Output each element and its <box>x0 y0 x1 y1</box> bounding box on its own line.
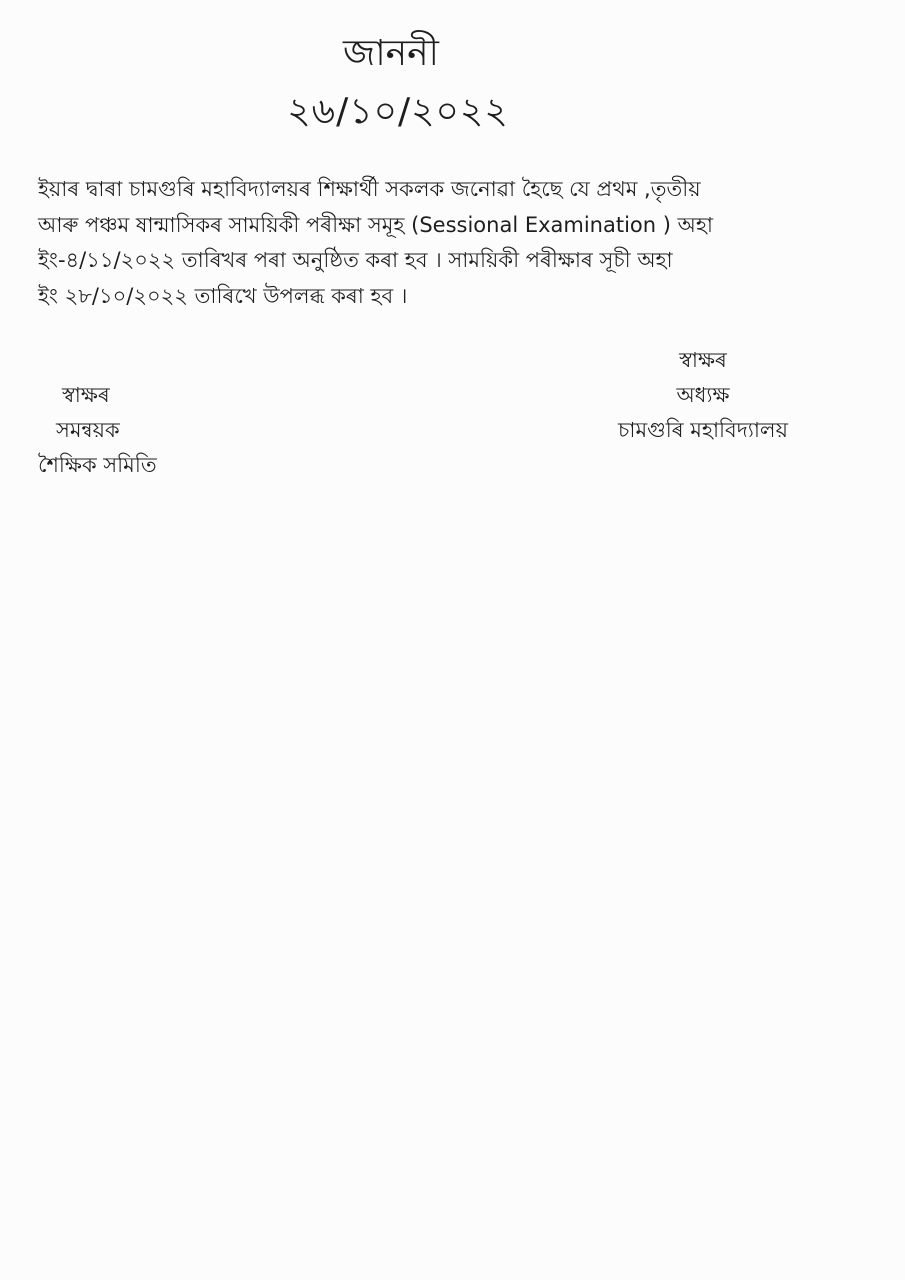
principal-signature-block <box>598 343 808 448</box>
institution-name: চামগুৰি মহাবিদ্যালয় <box>618 418 788 442</box>
body-line: আৰু পঞ্চম ষান্মাসিকৰ সাময়িকী পৰীক্ষা সমূহ (Sessional Examination ) অহা <box>38 212 713 237</box>
signature-label: স্বাক্ষৰ <box>679 348 727 372</box>
notice-title: জাননী <box>343 33 439 74</box>
body-line: ইং ২৮/১০/২০২২ তাৰিখে উপলব্ধ কৰা হব । <box>38 283 408 308</box>
notice-date: ২৬/১০/২০২২ <box>287 91 509 132</box>
committee-name: শৈক্ষিক সমিতি <box>38 453 157 477</box>
signature-label: স্বাক্ষৰ <box>62 383 110 407</box>
notice-body <box>38 172 838 314</box>
body-line: ইয়াৰ দ্বাৰা চামগুৰি মহাবিদ্যালয়ৰ শিক্ষাৰ্থী সকলক জনোৱা হৈছে যে প্ৰথম ,তৃতীয় <box>38 177 701 201</box>
coordinator-signature-block <box>38 378 157 483</box>
body-line: ইং-৪/১১/২০২২ তাৰিখৰ পৰা অনুষ্ঠিত কৰা হব । সাময়িকী পৰীক্ষাৰ সূচী অহা <box>38 248 673 272</box>
principal-designation: অধ্যক্ষ <box>676 383 730 407</box>
coordinator-designation: সমন্বয়ক <box>56 418 120 442</box>
